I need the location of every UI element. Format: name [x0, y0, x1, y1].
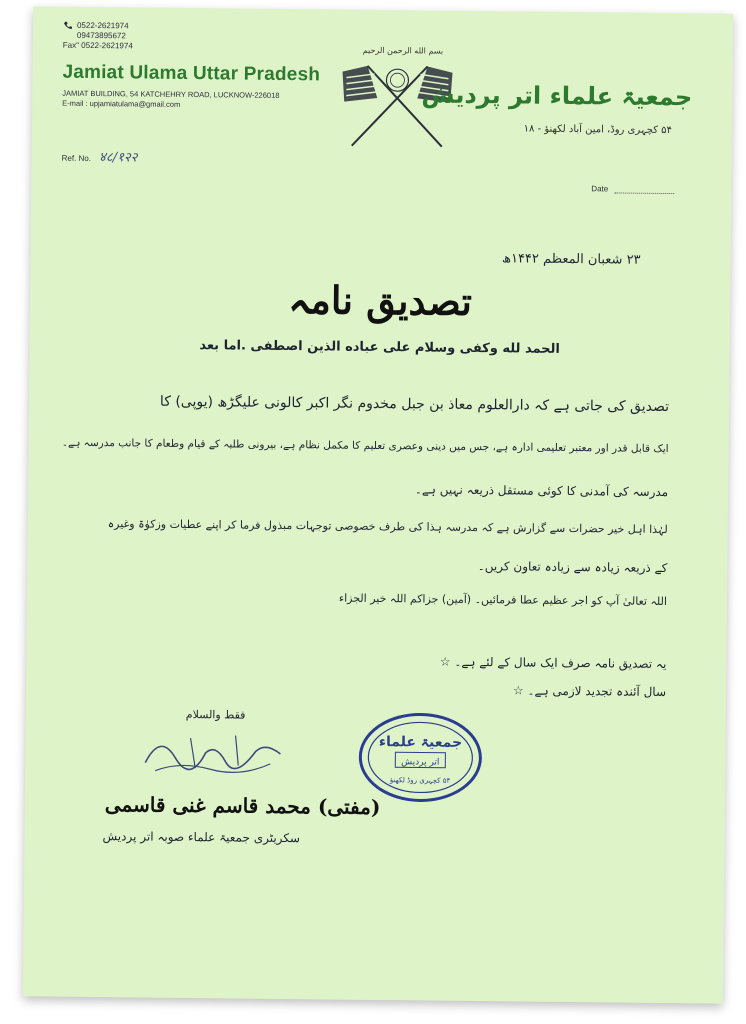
- body-line: اللہ تعالیٰ آپ کو اجر عظیم عطا فرمائیں۔ (آمین) جزاکم اللہ خیر الجزاء: [338, 591, 668, 609]
- body-line: ایک قابل قدر اور معتبر تعلیمی ادارہ ہے، جس میں دینی وعصری تعلیم کا مکمل نظام ہے، بیرونی طلبہ کے قیام وطعام کا جانب مدرسہ ہے۔: [61, 436, 669, 456]
- stamp-line: اتر پردیش: [401, 757, 440, 768]
- phone-1: 0522-2621974: [76, 20, 129, 31]
- salutation: الحمد لله وكفى وسلام على عباده الذين اصطفى .اما بعد: [199, 338, 560, 357]
- signer-title: سکریٹری جمعیۃ علماء صوبہ اتر پردیش: [102, 829, 301, 846]
- ref-value: ४८/१२२: [99, 150, 138, 166]
- body-line: لہٰذا اہل خیر حضرات سے گزارش ہے کہ مدرسہ ہذا کی طرف خصوصی توجہات مبذول فرما کر اپنے عطیات وزکوٰۃ وغیرہ: [107, 517, 668, 537]
- date-field: [591, 184, 674, 194]
- ref-label: Ref. No.: [61, 153, 92, 163]
- note-text: یہ تصدیق نامہ صرف ایک سال کے لئے ہے۔: [454, 654, 667, 672]
- phone-2: 09473895672: [76, 30, 126, 41]
- body-line: کے ذریعہ زیادہ سے زیادہ تعاون کریں۔: [477, 559, 668, 576]
- contact-block: [63, 21, 133, 52]
- address-urdu: ۵۴ کچہری روڈ، امین آباد لکھنؤ - ۱۸: [523, 123, 672, 137]
- signer-name: (مفتی) محمد قاسم غنی قاسمی: [104, 792, 381, 820]
- bismillah: بسم الله الرحمن الرحيم: [362, 45, 444, 56]
- document-title: تصدیق نامہ: [288, 277, 473, 324]
- email-line: E-mail : upjamiatulama@gmail.com: [62, 98, 181, 109]
- reference-number: [62, 147, 138, 166]
- note-text: سال آئندہ تجدید لازمی ہے۔: [527, 683, 667, 700]
- official-stamp: [355, 710, 486, 806]
- star-icon: ☆: [512, 683, 524, 698]
- stamp-line: ۵۴ کچہری روڈ لکھنؤ: [389, 776, 451, 785]
- org-name-urdu: جمعیۃ علماء اتر پردیش: [421, 80, 693, 112]
- star-icon: ☆: [439, 654, 451, 669]
- phone-icon: [63, 21, 73, 31]
- org-name-english: Jamiat Ulama Uttar Pradesh: [62, 61, 321, 86]
- validity-note: [434, 655, 667, 671]
- body-line: مدرسہ کی آمدنی کا کوئی مستقل ذریعہ نہیں ہے۔: [414, 482, 669, 500]
- renewal-note: [507, 683, 666, 699]
- address-english: [62, 89, 279, 111]
- fax-number: Fax" 0522-2621974: [62, 40, 133, 51]
- closing-line: فقط والسلام: [185, 707, 246, 722]
- stamp-line: جمعیۃ علماء: [378, 734, 463, 751]
- address-line: JAMIAT BUILDING, 54 KATCHEHRY ROAD, LUCKNOW-226018: [62, 88, 280, 100]
- date-line: [614, 192, 674, 194]
- date-label: Date: [591, 184, 609, 194]
- handwritten-signature: [140, 723, 291, 785]
- hijri-date: ۲۳ شعبان المعظم ۱۴۴۲ھ: [501, 251, 641, 268]
- body-line: تصدیق کی جاتی ہے کہ دارالعلوم معاذ بن جبل مخدوم نگر اکبر کالونی علیگڑھ (یوپی) کا: [159, 393, 670, 416]
- letter-sheet: [23, 6, 733, 1003]
- phone-row: [63, 21, 133, 32]
